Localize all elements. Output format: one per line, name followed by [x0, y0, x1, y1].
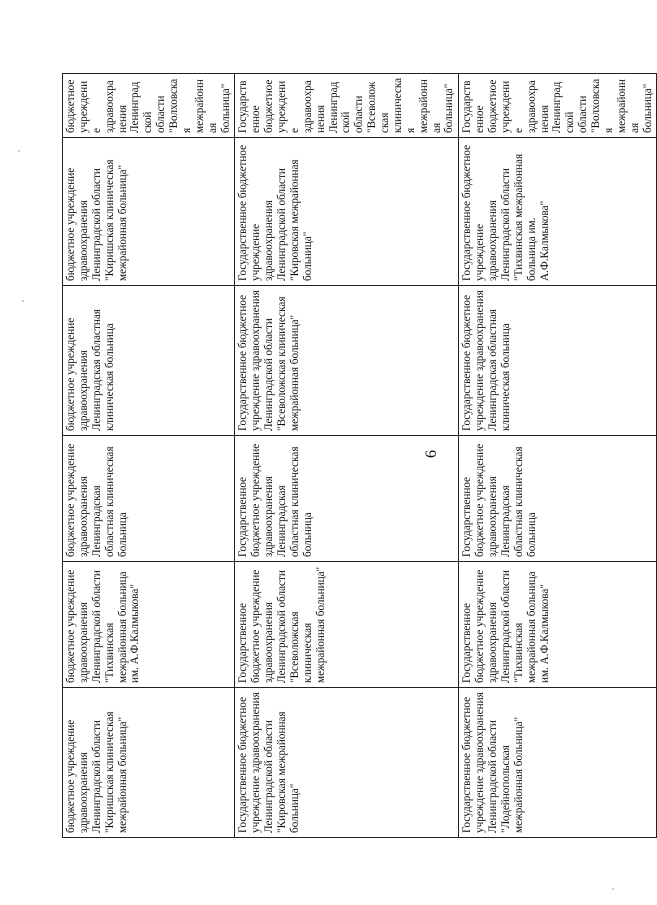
- table-cell: Государственное бюджетное учреждение здравоохранения Ленинградской области "Тихвинская межрайонная больница им. А.Ф.Калмыкова": [459, 562, 657, 688]
- table-cell: Государственное бюджетное учреждение здравоохранения Ленинградской области "Всеволожская клиническая межрайонная больница": [235, 74, 459, 138]
- table-cell: бюджетное учреждение здравоохранения Ленинградской области "Волховская межрайонная больница": [63, 74, 235, 138]
- table-cell: бюджетное учреждение здравоохранения Ленинградской области "Киришская клиническая межрайонная больница": [63, 688, 235, 838]
- table-cell: Государственное бюджетное учреждение здравоохранения Ленинградская областная клиническая больница: [235, 436, 459, 562]
- table-row: [235, 74, 459, 838]
- table-cell: Государственное бюджетное учреждение здравоохранения Ленинградской области "Тихвинская межрайонная больница им. А.Ф.Калмыкова": [459, 138, 657, 286]
- table-cell: Государственное бюджетное учреждение здравоохранения Ленинградской области "Всеволожская клиническая межрайонная больница": [235, 562, 459, 688]
- table-cell: бюджетное учреждение здравоохранения Ленинградской области "Киришская клиническая межрайонная больница": [63, 138, 235, 286]
- table-cell: бюджетное учреждение здравоохранения Ленинградская областная клиническая больница: [63, 436, 235, 562]
- page-number: 6: [423, 450, 440, 458]
- scan-speck: [18, 150, 20, 152]
- table-row: [63, 74, 235, 838]
- table-cell: Государственное бюджетное учреждение здравоохранения Ленинградской области "Лодейнопольская межрайонная больница": [459, 688, 657, 838]
- table-cell: бюджетное учреждение здравоохранения Ленинградской области "Тихвинская межрайонная больница им. А.Ф.Калмыкова": [63, 562, 235, 688]
- table-row: [459, 74, 657, 838]
- hospital-routing-table: [62, 73, 657, 838]
- rotated-table-container: [62, 74, 654, 838]
- table-cell: Государственное бюджетное учреждение здравоохранения Ленинградской области "Кировская межрайонная больница": [235, 688, 459, 838]
- table-cell: бюджетное учреждение здравоохранения Ленинградская областная клиническая больница: [63, 286, 235, 436]
- table-cell: Государственное бюджетное учреждение здравоохранения Ленинградская областная клиническая больница: [459, 436, 657, 562]
- scan-speck: [22, 300, 24, 302]
- table-cell: Государственное бюджетное учреждение здравоохранения Ленинградской области "Всеволожская клиническая межрайонная больница": [235, 286, 459, 436]
- table-cell: Государственное бюджетное учреждение здравоохранения Ленинградская областная клиническая больница: [459, 286, 657, 436]
- table-cell: Государственное бюджетное учреждение здравоохранения Ленинградской области "Кировская межрайонная больница": [235, 138, 459, 286]
- table-cell: Государственное бюджетное учреждение здравоохранения Ленинградской области "Волховская межрайонная больница": [459, 74, 657, 138]
- scan-speck: [612, 888, 614, 890]
